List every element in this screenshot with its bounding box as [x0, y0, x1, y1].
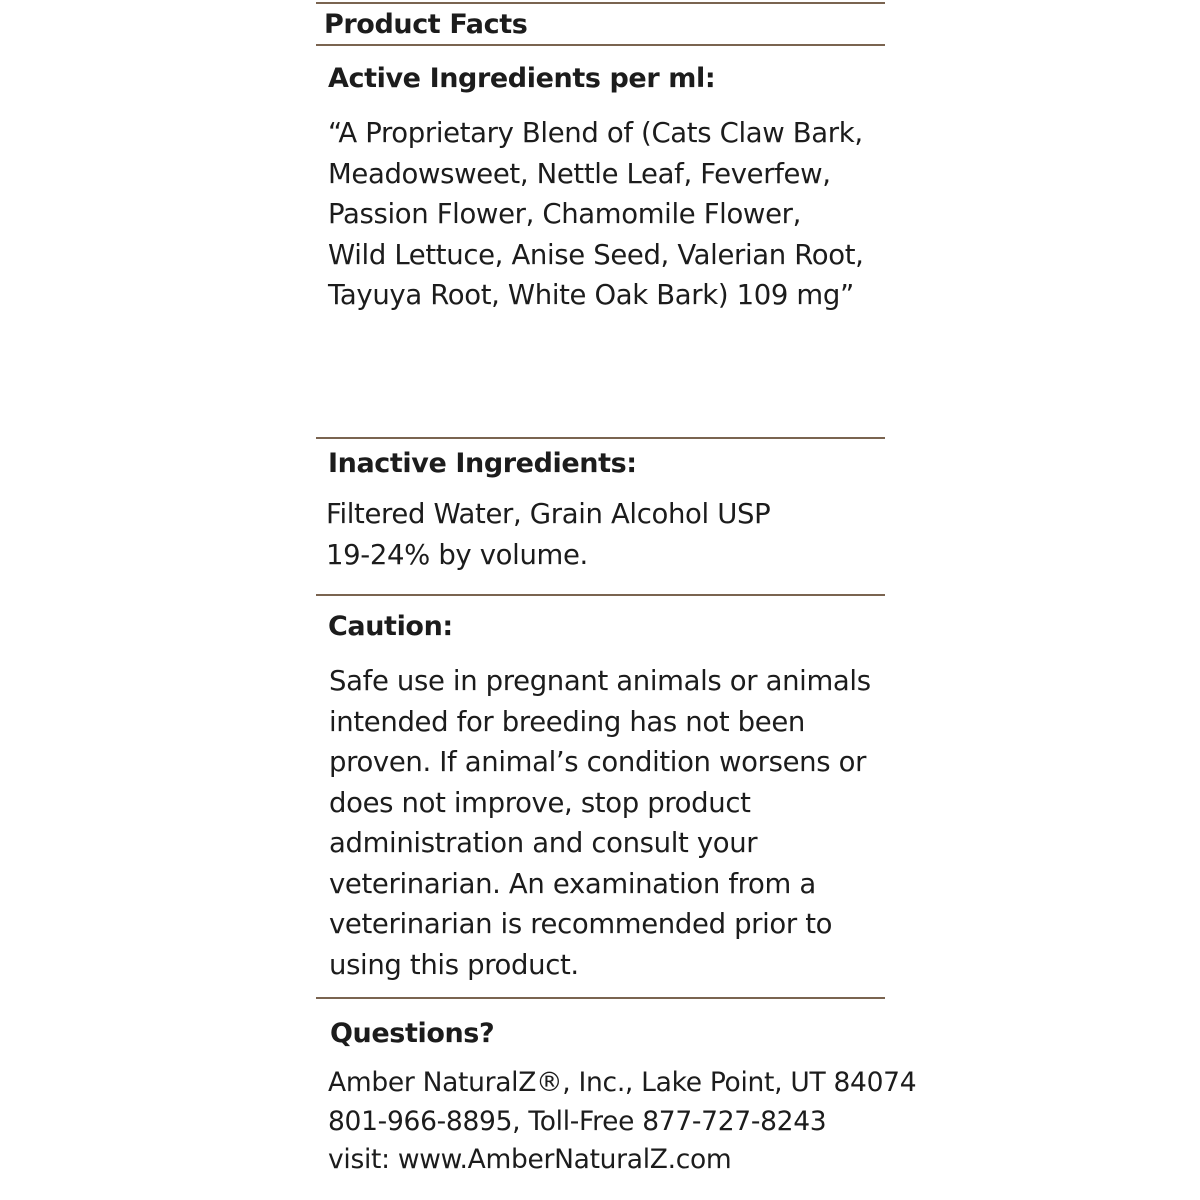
text-line: does not improve, stop product: [329, 786, 751, 819]
questions-heading: Questions?: [330, 1018, 495, 1049]
panel-title: Product Facts: [324, 9, 528, 40]
text-line: Tayuya Root, White Oak Bark) 109 mg”: [328, 279, 854, 311]
text-line: proven. If animal’s condition worsens or: [329, 746, 867, 778]
text-line: Safe use in pregnant animals or animals: [329, 665, 871, 697]
inactive-ingredients-text: [326, 494, 770, 575]
caution-heading: Caution:: [328, 611, 453, 642]
text-line: Filtered Water, Grain Alcohol USP: [326, 498, 771, 530]
active-ingredients-heading: Active Ingredients per ml:: [328, 63, 716, 94]
company-address: Amber NaturalZ®, Inc., Lake Point, UT 84074: [328, 1067, 917, 1098]
section-divider: [316, 997, 885, 999]
text-line: veterinarian is recommended prior to: [329, 908, 833, 940]
text-line: Meadowsweet, Nettle Leaf, Feverfew,: [328, 157, 831, 190]
inactive-ingredients-heading: Inactive Ingredients:: [328, 448, 637, 479]
text-line: Passion Flower, Chamomile Flower,: [328, 198, 801, 230]
text-line: Wild Lettuce, Anise Seed, Valerian Root,: [328, 238, 864, 271]
section-divider: [316, 594, 885, 596]
caution-text: [329, 661, 871, 985]
top-divider: [316, 2, 885, 4]
text-line: intended for breeding has not been: [329, 705, 805, 738]
text-line: 19-24% by volume.: [326, 538, 588, 571]
active-ingredients-text: [328, 113, 864, 316]
title-divider: [316, 44, 885, 46]
website-link[interactable]: visit: www.AmberNaturalZ.com: [328, 1144, 732, 1175]
text-line: “A Proprietary Blend of (Cats Claw Bark,: [328, 117, 863, 149]
phone-numbers: 801-966-8895, Toll-Free 877-727-8243: [328, 1105, 827, 1137]
section-divider: [316, 437, 885, 439]
contact-info: [328, 1064, 916, 1180]
text-line: using this product.: [329, 948, 579, 981]
text-line: veterinarian. An examination from a: [329, 867, 816, 900]
text-line: administration and consult your: [329, 827, 758, 859]
